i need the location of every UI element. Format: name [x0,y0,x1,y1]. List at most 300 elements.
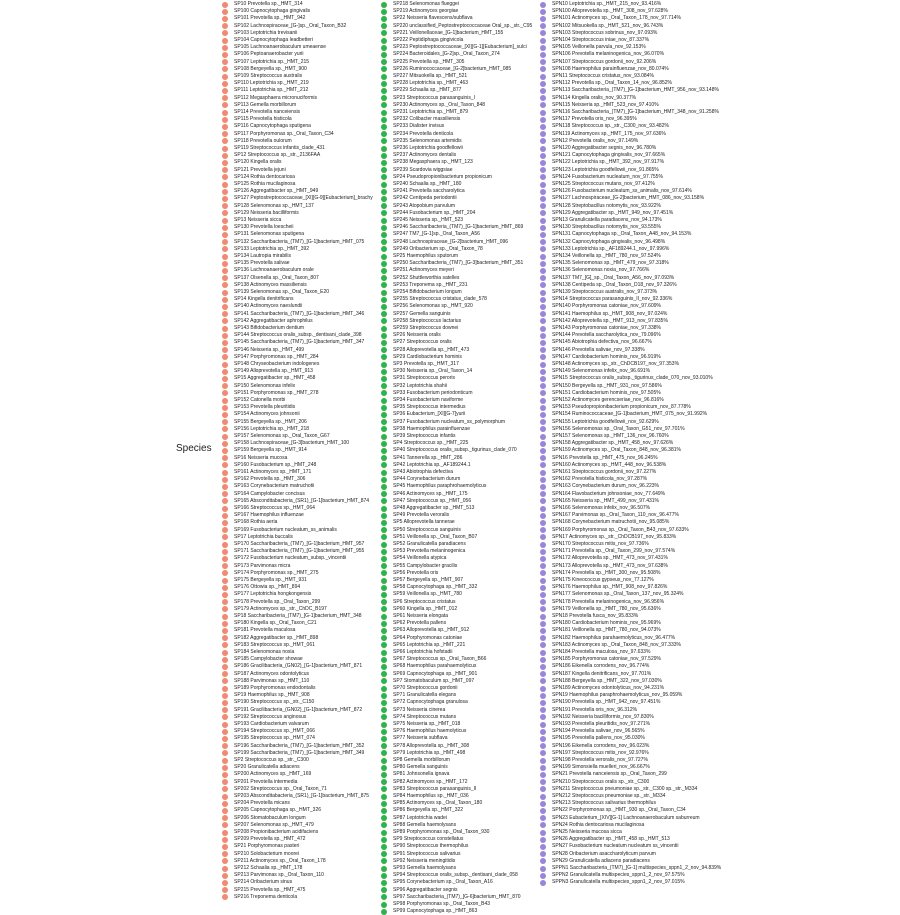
legend-marker [381,311,387,317]
legend-marker [381,347,387,353]
legend-label: SP60 Kingella sp._HMT_012 [393,605,458,612]
legend-label: SP46 Actinomyces sp._HMT_175 [393,490,468,497]
legend-marker [222,174,228,180]
legend-label: SPN183 Actinomyces sp._Oral_Taxon_848_nov_97.333% [552,641,681,648]
legend-label: SP162 Prevotella sp._HMT_306 [234,476,306,483]
legend-marker [381,635,387,641]
legend-marker [381,246,387,252]
legend-marker [381,239,387,245]
legend-marker [222,45,228,51]
legend-label: SP35 Streptococcus intermedius [393,404,466,411]
legend-marker [381,909,387,915]
legend-label: SP169 Fusobacterium nucleatum_ss_animalis [234,526,337,533]
legend-marker [381,390,387,396]
legend-marker [540,347,546,353]
legend-label: SPN146 Prevotella salivae_nov_97.338% [552,346,645,353]
legend-marker [540,297,546,303]
legend-marker [222,628,228,634]
legend-label: SP235 Selenomonas artemidis [393,137,462,144]
legend-label: SPN118 Streptococcus sp._str._C300_nov_93.482% [552,123,669,130]
legend-marker [222,9,228,15]
legend-marker [540,182,546,188]
legend-label: SP249 Oribacterium sp._Oral_Taxon_78 [393,245,483,252]
legend-label: SP70 Streptococcus gordonii [393,685,458,691]
legend-label: SPN152 Actinomyces gerencseriae_nov_96.816% [552,397,664,403]
legend-marker [222,318,228,324]
legend-label: SPN119 Actinomyces sp._HMT_175_nov_97.636% [552,130,666,137]
legend-label: SP74 Streptococcus mutans [393,713,457,720]
legend-label: SPN23 Eubacterium_[XIV][G-1] Lachnoanaerobaculum saburreum [552,814,700,821]
legend-marker [540,815,546,821]
legend-label: SP172 Fusobacterium nucleatum_subsp._vincentii [234,555,347,562]
legend-label: SP167 Haemophilus influenzae [234,512,304,519]
legend-marker [222,693,228,699]
legend-label: SP47 Streptococcus sp._HMT_056 [393,497,472,504]
legend-label: SP231 Leptotrichia sp._HMT_879 [393,109,469,115]
legend-marker [540,102,546,108]
legend-label: SP126 Aggregatibacter sp._HMT_949 [234,188,319,195]
legend-marker [222,376,228,382]
legend-label: SPN19 Haemophilus paraphrohaemolyticus_nov_95.059% [552,692,683,699]
legend-label: SPN173 Alloprevotella sp._HMT_473_nov_97.638% [552,562,668,569]
legend-marker [222,786,228,792]
legend-label: SPN151 Cardiobacterium hominis_nov_97.505% [552,389,661,396]
legend-marker [381,563,387,569]
legend-label: SP145 Saccharibacteria_(TM7)_[G-1]bacterium_HMT_347 [234,339,365,346]
legend-label: SPN149 Selenomonas infelix_nov_96.691% [552,368,651,375]
legend-label: SPN196 Eikenella corrodens_nov_96.023% [552,742,650,749]
legend-marker [381,38,387,44]
legend-marker [222,542,228,548]
legend-label: SPN165 Neisseria sp._HMT_499_nov_97.431% [552,497,660,504]
legend-label: SPN28 Oribacterium asaccharolyticum parvum [552,850,656,857]
legend-marker [381,88,387,94]
legend-marker [222,59,228,65]
legend-label: SP177 Leptotrichia hongkongensis [234,591,312,598]
legend-label: SPN100 Alloprevotella sp._HMT_308_nov_97.628% [552,8,668,15]
legend-marker [540,470,546,476]
legend-label: SP207 Selenomonas sp._HMT_479 [234,821,314,828]
legend-label: SP241 Prevotella saccharolytica [393,188,465,195]
legend-marker [381,326,387,332]
legend-marker [222,858,228,864]
legend-label: SP86 Bergeyella sp._HMT_322 [393,807,464,814]
legend-marker [222,239,228,245]
legend-label: SP180 Kingella sp._Oral_Taxon_C21 [234,620,317,627]
legend-marker [381,513,387,519]
legend-marker [540,513,546,519]
legend-marker [381,462,387,468]
legend-label: SP49 Prevotella veroralis [393,512,450,519]
legend-label: SPN178 Prevotella melaninogenica_nov_96.956% [552,598,665,605]
legend-marker [222,844,228,850]
legend-label: SP210 Solobacterium moorei [234,850,300,857]
legend-marker [381,822,387,828]
legend-label: SP233 Dialister invisus [393,123,445,130]
legend-label: SP112 Megasphaera micronuciformis [234,94,318,101]
legend-marker [222,110,228,116]
legend-label: SP178 Prevotella sp._Oral_Taxon_299 [234,598,321,605]
legend-marker [222,153,228,159]
legend-label: SP125 Rothia mucilaginosa [234,181,296,187]
legend-marker [540,146,546,152]
legend-marker [222,95,228,101]
legend-label: SP243 Atopobium parvulum [393,202,455,209]
legend-label: SP139 Selenomonas sp._Oral_Taxon_E20 [234,289,330,295]
legend-label: SP239 Scardovia wiggsiae [393,166,453,173]
legend-label: SP226 Ruminococcaceae_[G-2]bacterium_HMT_085 [393,65,512,72]
legend-label: SP50 Streptococcus sanguinis [393,526,461,533]
legend-marker [222,333,228,339]
legend-label: SP201 Prevotella intermedia [234,778,298,785]
legend-marker [540,743,546,749]
legend-marker [540,95,546,101]
legend-label: SPN27 Fusobacterium nucleatum nucleatum ss_vincentii [552,843,679,850]
legend-marker [540,441,546,447]
legend-marker [540,117,546,123]
legend-marker [540,477,546,483]
legend-marker [381,362,387,368]
legend-marker [381,671,387,677]
legend-marker [222,196,228,202]
legend-marker [381,261,387,267]
legend-marker [381,174,387,180]
legend-marker [540,390,546,396]
legend-label: SPN18 Prevotella fusca_nov_95.833% [552,613,639,619]
legend-marker [222,650,228,656]
legend-label: SPN133 Leptotrichia sp._AF189244.1_nov_97.996% [552,245,670,252]
legend-marker [381,160,387,166]
legend-label: SPN195 Prevotella pallens_nov_95.030% [552,735,645,742]
legend-marker [381,419,387,425]
legend-label: SP248 Lachnospiraceae_[G-2]bacterium_HMT_096 [393,238,509,245]
legend-label: SP179 Actinomyces sp._str._ChDC_B197 [234,605,327,612]
legend-marker [540,585,546,591]
legend-marker [222,470,228,476]
legend-marker [222,146,228,152]
legend-marker [540,333,546,339]
legend-label: SP205 Capnocytophaga sp._HMT_326 [234,807,322,814]
legend-label: SPN129 Aggregatibacter sp._HMT_949_nov_97.451% [552,209,674,216]
legend-label: SP55 Campylobacter gracilis [393,562,458,569]
legend-label: SPN145 Abiotrophia defectiva_nov_96.667% [552,339,652,346]
legend-marker [222,210,228,216]
legend-label: SP94 Streptococcus oralis_subsp._dentisani_clade_058 [393,872,518,879]
legend-label: SPN184 Prevotella maculosa_nov_97.633% [552,649,651,655]
legend-label: SP204 Prevotella micans [234,800,290,807]
legend-marker [381,138,387,144]
legend-label: SP186 Gracilibacteria_(GN02)_[G-1]bacterium_HMT_871 [234,663,363,670]
legend-marker [540,434,546,440]
legend-marker [222,340,228,346]
legend-label: SP6 Streptococcus cristatus [393,598,456,605]
legend-marker [381,844,387,850]
legend-marker [222,189,228,195]
legend-label: SPN139 Streptococcus australis_nov_97.373% [552,289,658,295]
legend-marker [222,642,228,648]
legend-marker [222,38,228,44]
legend-label: SP185 Campylobacter showae [234,656,303,663]
legend-label: SPN155 Leptotrichia goodfellowii_nov_92.629% [552,418,659,425]
legend-label: SP140 Actinomyces naeslundii [234,303,303,310]
legend-marker [222,362,228,368]
legend-label: SP16 Neisseria mucosa [234,454,288,461]
legend-marker [222,102,228,108]
legend-marker [540,534,546,540]
legend-label: SP190 Streptococcus sp._str._C150 [234,699,315,706]
legend-marker [381,808,387,814]
legend-marker [222,261,228,267]
legend-marker [381,304,387,310]
legend-marker [540,606,546,612]
legend-marker [222,578,228,584]
legend-marker [540,282,546,288]
legend-label: SP150 Selenomonas infelix [234,382,296,389]
legend-label: SPN156 Selenomonas sp._Oral_Taxon_G51_nov_97.701% [552,425,685,432]
legend-label: SPN10 Leptotrichia sp._HMT_215_nov_93.416% [552,1,662,7]
legend-label: SPN163 Corynebacterium durum_nov_96.223% [552,483,660,490]
legend-label: SP2 Streptococcus sp._str._C300 [234,757,309,763]
legend-marker [540,405,546,411]
legend-marker [540,750,546,756]
legend-title: Species [176,443,212,454]
legend-label: SPN179 Veillonella sp._HMT_780_nov_95.636% [552,605,661,612]
legend-marker [540,88,546,94]
legend-label: SP146 Neisseria sp._HMT_499 [234,346,305,353]
legend-marker [381,275,387,281]
legend-label: SP192 Streptococcus anginosus [234,713,307,720]
legend-label: SP58 Capnocytophaga sp._HMT_332 [393,584,478,591]
legend-label: SPN189 Actinomyces odontolyticus_nov_94.231% [552,685,665,691]
legend-marker [540,174,546,180]
legend-label: SP118 Prevotella oulorum [234,137,292,144]
legend-label: SP90 Streptococcus thermophilus [393,843,469,850]
legend-marker [381,405,387,411]
legend-marker [222,225,228,231]
legend-marker [381,124,387,130]
legend-label: SP187 Actinomyces odontolyticus [234,670,310,677]
legend-label: SPN162 Prevotella histicola_nov_97.287% [552,476,648,483]
legend-marker [381,520,387,526]
legend-marker [540,570,546,576]
legend-marker [222,66,228,72]
legend-marker [222,232,228,238]
legend-label: SPN112 Prevotella sp._Oral_Taxon_14_nov_96.852% [552,80,672,87]
legend-marker [381,578,387,584]
legend-marker [222,506,228,512]
legend-label: SP211 Actinomyces sp._Oral_Taxon_178 [234,857,326,864]
legend-marker [222,801,228,807]
legend-marker [540,462,546,468]
legend-label: SP238 Megasphaera sp._HMT_123 [393,159,473,166]
legend-marker [381,606,387,612]
legend-label: SP81 Johnsonella ignava [393,771,450,778]
legend-label: SP132 Saccharibacteria_(TM7)_[G-1]bacterium_HMT_075 [234,238,365,245]
legend-label: SP5 Alloprevotella tannerae [393,519,455,526]
legend-marker [540,448,546,454]
legend-label: SP120 Kingella oralis [234,159,282,166]
legend-label: SP87 Leptotrichia wadei [393,814,447,821]
legend-label: SPN170 Streptococcus mitis_nov_97.736% [552,541,649,547]
legend-label: SPN123 Leptotrichia goodfellowii_nov_91.865% [552,166,659,173]
legend-label: SPN22 Porphyromonas sp._HMT_930 sp._Oral_Taxon_C34 [552,807,686,814]
legend-marker [222,2,228,8]
legend-marker [222,131,228,137]
legend-label: SP256 Selenomonas sp._HMT_920 [393,303,473,310]
legend-marker [222,491,228,497]
legend-label: SP27 Streptococcus oralis [393,339,452,346]
legend-marker [381,722,387,728]
legend-marker [222,794,228,800]
legend-marker [222,182,228,188]
legend-marker [222,160,228,166]
legend-marker [381,498,387,504]
legend-marker [381,290,387,296]
legend-marker [381,693,387,699]
legend-label: SP48 Aggregatibacter sp._HMT_513 [393,505,475,511]
legend-label: SPN174 Prevotella sp._HMT_300_nov_95.508% [552,569,661,576]
legend-marker [540,376,546,382]
legend-label: SP134 Lautropia mirabilis [234,253,291,259]
legend-label: SP100 Capnocytophaga gingivalis [234,8,311,15]
legend-marker [540,700,546,706]
legend-label: SP155 Bergeyella sp._HMT_206 [234,418,307,425]
legend-marker [540,686,546,692]
legend-marker [381,383,387,389]
legend-marker [381,657,387,663]
legend-label: SPN190 Prevotella sp._HMT_942_nov_97.451% [552,699,661,706]
legend-label: SP164 Campylobacter concisus [234,490,305,497]
legend-marker [381,527,387,533]
legend-label: SP73 Neisseria cinerea [393,706,446,713]
legend-label: SPN108 Haemophilus parainfluenzae_nov_80.074% [552,65,669,72]
legend-marker [540,678,546,684]
legend-label: SP129 Neisseria bacilliformis [234,209,299,216]
legend-label: SPN171 Prevotella sp._Oral_Taxon_299_nov_97.574% [552,548,676,555]
legend-label: SP222 Peptidiphaga gingivicola [393,37,464,43]
legend-label: SPN17 Actinomyces sp._str._ChDCB197_nov_95.833% [552,533,677,540]
legend-marker [540,542,546,548]
legend-label: SP39 Streptococcus infantis [393,433,456,439]
legend-marker [540,556,546,562]
legend-label: SP68 Haemophilus parahaemolyticus [393,663,477,670]
legend-marker [540,635,546,641]
legend-marker [540,506,546,512]
legend-marker [222,635,228,641]
legend-label: SP93 Gemella haemolysans [393,865,457,871]
legend-label: SP66 Leptotrichia hofstadii [393,649,453,655]
legend-marker [222,484,228,490]
legend-marker [381,74,387,80]
legend-label: SPN102 Mitsuokella sp._HMT_521_nov_96.743% [552,22,664,29]
legend-marker [381,448,387,454]
legend-label: SPN158 Aggregatibacter sp._HMT_458_nov_97.626% [552,440,674,447]
legend-marker [222,736,228,742]
legend-label: SPN113 Saccharibacteria_(TM7)_[G-1]bacterium_HMT_956_nov_93.148% [552,87,719,94]
legend-marker [540,880,546,886]
legend-marker [381,232,387,238]
legend-marker [222,822,228,828]
legend-marker [381,902,387,908]
legend-marker [381,484,387,490]
legend-marker [222,592,228,598]
legend-label: SPN150 Bergeyella sp._HMT_931_nov_97.586% [552,382,662,389]
legend-marker [381,758,387,764]
legend-marker [540,16,546,22]
legend-label: SP194 Streptococcus sp._HMT_066 [234,728,315,735]
legend-marker [381,52,387,58]
legend-marker [222,167,228,173]
legend-marker [540,642,546,648]
legend-marker [540,657,546,663]
legend-marker [381,729,387,735]
legend-label: SPN148 Actinomyces sp._str._ChDCB197_nov_97.353% [552,361,680,367]
legend-marker [381,887,387,893]
legend-label: SP244 Fusobacterium sp._HMT_204 [393,209,476,216]
legend-marker [222,81,228,87]
legend-label: SP51 Veillonella sp._Oral_Taxon_B07 [393,533,478,540]
legend-label: SP168 Rothia aeria [234,519,278,526]
legend-label: SP30 Neisseria sp._Oral_Taxon_14 [393,368,473,375]
legend-label: SPN198 Prevotella veroralis_nov_97.727% [552,757,648,763]
legend-label: SP80 Gemella sanguinis [393,764,448,771]
legend-marker [540,74,546,80]
legend-label: SP214 Oribacterium sinus [234,879,293,886]
legend-marker [540,563,546,569]
legend-label: SP110 Leptotrichia sp._HMT_219 [234,80,309,87]
legend-label: SPN11 Streptococcus cristatus_nov_93.084% [552,73,654,79]
legend-label: SPN121 Capnocytophaga gingivalis_nov_97.665% [552,152,666,159]
legend-label: SP254 Bifidobacterium longum [393,289,462,295]
legend-label: SPN13 Granulicatella paradiacens_nov_94.173% [552,217,662,223]
legend-label: SP15 Aggregatibacter sp._HMT_458 [234,375,316,382]
legend-label: SPN164 Flavobacterium johnsoniae_nov_77.649% [552,490,666,497]
legend-marker [222,750,228,756]
legend-label: SP40 Streptococcus oralis_subsp._tigurinus_clade_070 [393,447,517,454]
legend-marker [540,45,546,51]
legend-marker [222,758,228,764]
legend-marker [222,30,228,36]
legend-marker [381,2,387,8]
legend-marker [381,318,387,324]
legend-label: SP228 Leptotrichia sp._HMT_463 [393,80,469,87]
legend-marker [381,66,387,72]
legend-label: SP61 Neisseria elongata [393,613,449,619]
legend-marker [540,210,546,216]
legend-label: SP242 Centipeda periodontii [393,195,457,202]
legend-marker [381,750,387,756]
legend-label: SP91 Streptococcus salivarius [393,850,461,857]
legend-marker [222,621,228,627]
legend-label: SPN138 Centipeda sp._Oral_Taxon_D18_nov_97.326% [552,281,677,288]
legend-label: SP67 Streptococcus sp._Oral_Taxon_B66 [393,656,487,663]
legend-marker [381,455,387,461]
legend-marker [540,189,546,195]
legend-marker [540,693,546,699]
legend-label: SP232 Colibacter massiliensis [393,116,461,123]
legend-marker [540,23,546,29]
legend-marker [222,743,228,749]
legend-marker [222,894,228,900]
legend-marker [222,873,228,879]
legend-marker [381,117,387,123]
legend-label: SP18 Saccharibacteria_(TM7)_[G-1]bacterium_HMT_348 [234,613,362,619]
legend-label: SPN144 Prevotella saccharolytica_nov_79.096% [552,332,661,339]
legend-marker [540,758,546,764]
legend-marker [381,30,387,36]
legend-marker [222,477,228,483]
legend-label: SP84 Haemophilus sp._HMT_036 [393,793,469,799]
